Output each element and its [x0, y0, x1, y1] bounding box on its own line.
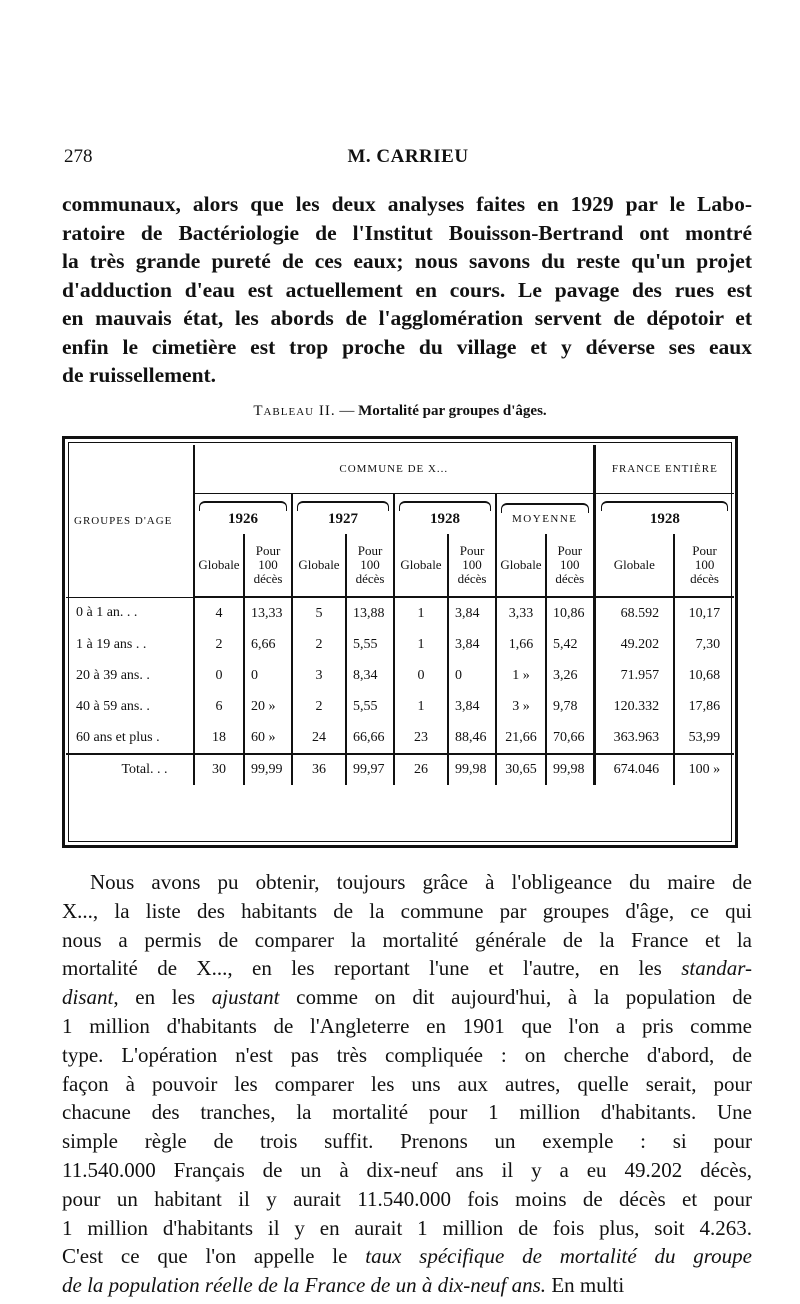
table-cell: 0	[244, 660, 292, 691]
table-cell: 0	[448, 660, 496, 691]
table-cell: 0	[194, 660, 244, 691]
table-cell: 66,66	[346, 722, 394, 754]
running-head	[64, 146, 752, 176]
text-line: nous a permis de comparer la mortalité générale de la France et la	[62, 927, 752, 952]
table-cell: 99,97	[346, 754, 394, 785]
table-cell: 10,86	[546, 597, 594, 629]
age-group-label: 1 à 19 ans . .	[76, 636, 147, 652]
table-cell: 2	[194, 629, 244, 660]
table-cell: 1,66	[496, 629, 546, 660]
table-row	[66, 660, 734, 691]
text-line: façon à pouvoir les comparer les uns aux autres, quelle serait, pour	[62, 1071, 752, 1096]
table-cell: 68.592	[594, 597, 674, 629]
table-cell: 1	[394, 597, 448, 629]
france-year-header: 1928	[594, 494, 734, 535]
age-group-label: Total. . .	[66, 754, 194, 785]
table-cell: 363.963	[594, 722, 674, 754]
table-cell: 24	[292, 722, 346, 754]
table-cell: 120.332	[594, 691, 674, 722]
table-cell: 6	[194, 691, 244, 722]
col-globale: Globale	[394, 534, 448, 597]
text-line: disant, en les ajustant comme on dit aujourd'hui, à la population de	[62, 985, 753, 1010]
text-line: communaux, alors que les deux analyses faites en 1929 par le Labo-	[62, 192, 752, 216]
table-cell: 70,66	[546, 722, 594, 754]
table-cell: 3	[292, 660, 346, 691]
table-cell: 36	[292, 754, 346, 785]
col-globale: Globale	[292, 534, 346, 597]
text-line: Nous avons pu obtenir, toujours grâce à l'obligeance du maire de	[90, 870, 752, 894]
col-pour-100-deces: Pour 100 décès	[448, 534, 496, 597]
moyenne-header: MOYENNE	[496, 494, 594, 535]
col-globale: Globale	[594, 534, 674, 597]
table-cell: 53,99	[674, 722, 734, 754]
col-pour-100-deces: Pour 100 décès	[244, 534, 292, 597]
group-age-header: GROUPES D'AGE	[66, 445, 194, 597]
age-group-label: 0 à 1 an. . .	[76, 605, 138, 621]
col-pour-100-deces: Pour 100 décès	[674, 534, 734, 597]
table-cell: 0	[394, 660, 448, 691]
table-cell: 10,17	[674, 597, 734, 629]
table-cell: 23	[394, 722, 448, 754]
table-cell: 3,33	[496, 597, 546, 629]
paragraph-2	[62, 868, 752, 1300]
col-pour-100-deces: Pour 100 décès	[346, 534, 394, 597]
table-cell: 4	[194, 597, 244, 629]
text-line: ratoire de Bactériologie de l'Institut Bouisson-Bertrand ont montré	[62, 220, 752, 245]
table-cell: 3,26	[546, 660, 594, 691]
text-line: mortalité de X..., en les reportant l'une et l'autre, en les standar-	[62, 956, 752, 981]
table-cell: 10,68	[674, 660, 734, 691]
table-cell: 1 »	[496, 660, 546, 691]
text-line: chacune des tranches, la mortalité pour 1 million d'habitants. Une	[62, 1100, 752, 1125]
table-cell: 9,78	[546, 691, 594, 722]
text-line: X..., la liste des habitants de la commune par groupes d'âge, ce qui	[62, 898, 752, 923]
table-row	[66, 597, 734, 629]
age-group-label: 20 à 39 ans. .	[76, 667, 150, 683]
table-cell: 2	[292, 629, 346, 660]
text-line: C'est ce que l'on appelle le taux spécifique de mortalité du groupe	[62, 1244, 753, 1269]
year-header-1928: 1928	[394, 494, 496, 535]
commune-header: COMMUNE DE X...	[194, 445, 594, 494]
table-cell: 99,98	[448, 754, 496, 785]
table-cell: 99,98	[546, 754, 594, 785]
table-cell: 88,46	[448, 722, 496, 754]
header-title: M. CARRIEU	[347, 146, 469, 167]
table-cell: 5,42	[546, 629, 594, 660]
table-cell: 5,55	[346, 691, 394, 722]
text-line: simple règle de trois suffit. Prenons un exemple : si pour	[62, 1129, 752, 1154]
table-cell: 18	[194, 722, 244, 754]
table-cell: 99,99	[244, 754, 292, 785]
text-line: 1 million d'habitants il y en aurait 1 million de fois plus, soit 4.263.	[62, 1215, 752, 1240]
mortality-table	[66, 445, 734, 785]
table-caption	[0, 403, 800, 420]
france-header: FRANCE ENTIÈRE	[594, 445, 734, 494]
table-cell: 30,65	[496, 754, 546, 785]
table-cell: 3,84	[448, 597, 496, 629]
table-row	[66, 722, 734, 754]
table-cell: 5	[292, 597, 346, 629]
table-cell: 6,66	[244, 629, 292, 660]
text-line: en mauvais état, les abords de l'agglomération servent de dépotoir et	[62, 306, 752, 330]
table-cell: 30	[194, 754, 244, 785]
table-cell: 5,55	[346, 629, 394, 660]
table-total-row	[66, 754, 734, 785]
table-cell: 13,33	[244, 597, 292, 629]
text-line: pour un habitant il y aurait 11.540.000 fois moins de décès et pour	[62, 1186, 752, 1211]
table-caption-dash: —	[339, 403, 355, 419]
table-cell: 7,30	[674, 629, 734, 660]
year-header-1926: 1926	[194, 494, 292, 535]
table-row	[66, 629, 734, 660]
table-row	[66, 691, 734, 722]
table-caption-title: Mortalité par groupes d'âges.	[358, 403, 547, 419]
col-globale: Globale	[194, 534, 244, 597]
table-cell: 2	[292, 691, 346, 722]
table-cell: 20 »	[244, 691, 292, 722]
table-cell: 21,66	[496, 722, 546, 754]
table-cell: 3,84	[448, 629, 496, 660]
table-cell: 26	[394, 754, 448, 785]
table-cell: 3,84	[448, 691, 496, 722]
table-cell: 49.202	[594, 629, 674, 660]
table-cell: 17,86	[674, 691, 734, 722]
text-line: de ruissellement.	[62, 363, 217, 387]
page-number: 278	[64, 146, 93, 167]
text-line: type. L'opération n'est pas très compliquée : on cherche d'abord, de	[62, 1042, 752, 1067]
col-pour-100-deces: Pour 100 décès	[546, 534, 594, 597]
text-line: enfin le cimetière est trop proche du village et y déverse ses eaux	[62, 334, 752, 359]
col-globale: Globale	[496, 534, 546, 597]
text-line: 11.540.000 Français de un à dix-neuf ans il y a eu 49.202 décès,	[62, 1157, 752, 1182]
table-cell: 674.046	[594, 754, 674, 785]
table-cell: 71.957	[594, 660, 674, 691]
table-cell: 3 »	[496, 691, 546, 722]
text-line: la très grande pureté de ces eaux; nous savons du reste qu'un projet	[62, 249, 752, 273]
age-group-label: 60 ans et plus .	[76, 729, 160, 745]
table-cell: 8,34	[346, 660, 394, 691]
paragraph-1	[62, 190, 752, 390]
table-cell: 1	[394, 629, 448, 660]
year-header-1927: 1927	[292, 494, 394, 535]
text-line: 1 million d'habitants de l'Angleterre en 1901 que l'on a pris comme	[62, 1013, 752, 1038]
text-line: d'adduction d'eau est actuellement en cours. Le pavage des rues est	[62, 277, 752, 302]
table-cell: 13,88	[346, 597, 394, 629]
text-line: de la population réelle de la France de un à dix-neuf ans. En multi	[62, 1273, 625, 1298]
table-cell: 100 »	[674, 754, 734, 785]
table-cell: 1	[394, 691, 448, 722]
age-group-label: 40 à 59 ans. .	[76, 698, 150, 714]
table-cell: 60 »	[244, 722, 292, 754]
table-caption-label: Tableau II.	[253, 403, 336, 419]
